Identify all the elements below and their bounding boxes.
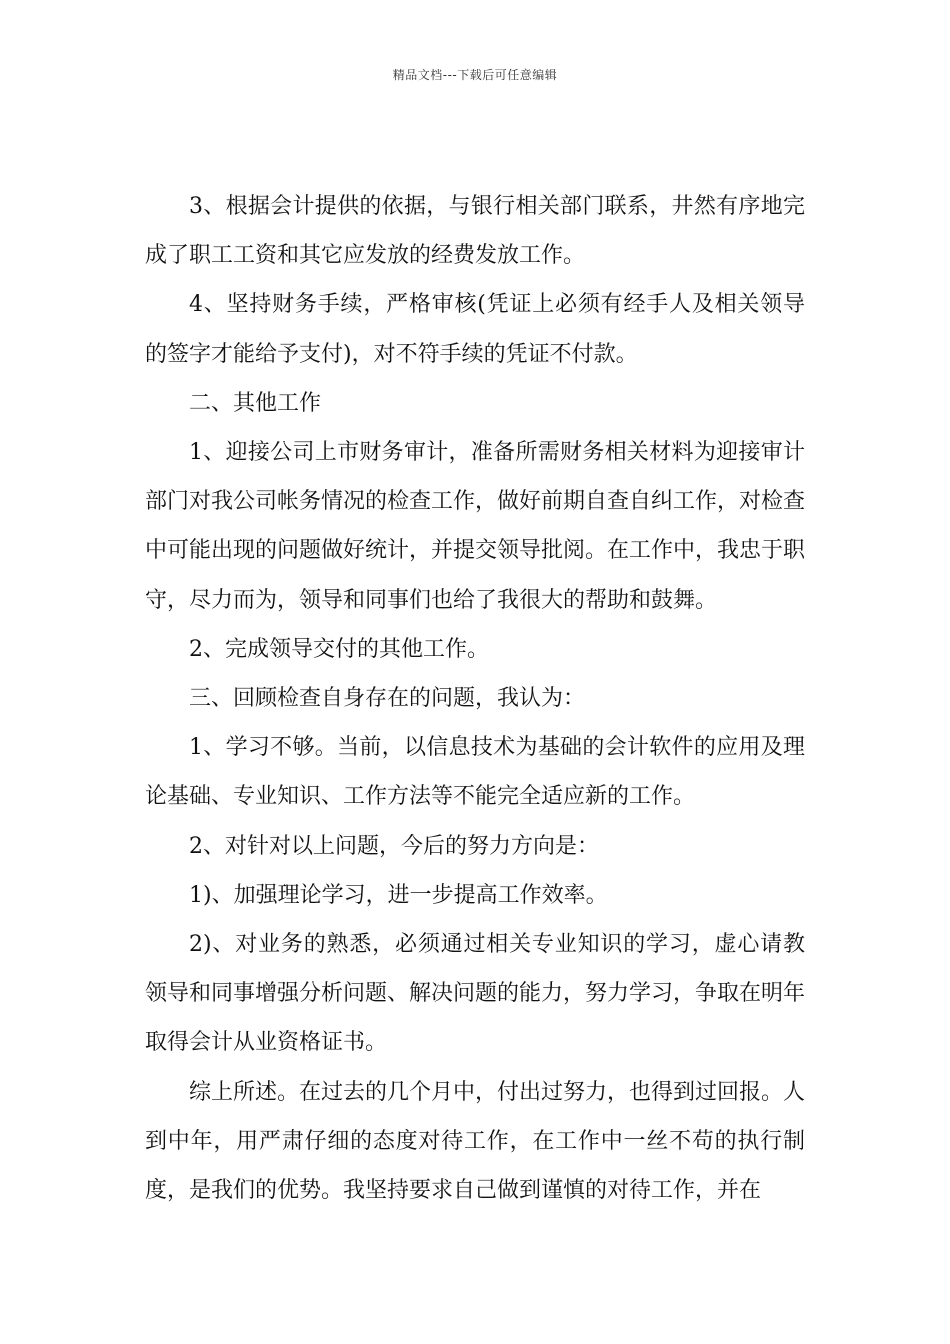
page-header: 精品文档---下载后可任意编辑 [392,68,558,82]
document-body [145,182,805,1215]
paragraph-direction: 2、对针对以上问题，今后的努力方向是： [189,833,599,859]
section-heading-other-work: 二、其他工作 [189,390,322,416]
paragraph-item-4: 4、坚持财务手续，严格审核(凭证上必须有经手人及相关领导的签字才能给予支付)，对不符手续的凭证不付款。 [145,292,805,367]
section-heading-review: 三、回顾检查自身存在的问题，我认为： [189,686,586,712]
paragraph-theory-study: 1)、加强理论学习，进一步提高工作效率。 [189,882,608,908]
paragraph-learning: 1、学习不够。当前，以信息技术为基础的会计软件的应用及理论基础、专业知识、工作方法等不能完全适应新的工作。 [145,735,805,810]
paragraph-other-tasks: 2、完成领导交付的其他工作。 [189,636,489,662]
paragraph-business-familiarity: 2)、对业务的熟悉，必须通过相关专业知识的学习，虚心请教领导和同事增强分析问题、解决问题的能力，努力学习，争取在明年取得会计从业资格证书。 [145,932,806,1056]
paragraph-audit: 1、迎接公司上市财务审计，准备所需财务相关材料为迎接审计部门对我公司帐务情况的检查工作，做好前期自查自纠工作，对检查中可能出现的问题做好统计，并提交领导批阅。在工作中，我忠于职守，尽力而为，领导和同事们也给了我很大的帮助和鼓舞。 [145,440,806,613]
paragraph-summary: 综上所述。在过去的几个月中，付出过努力，也得到过回报。人到中年，用严肃仔细的态度对待工作，在工作中一丝不苟的执行制度，是我们的优势。我坚持要求自己做到谨慎的对待工作，并在 [145,1079,806,1204]
paragraph-item-3: 3、根据会计提供的依据，与银行相关部门联系，井然有序地完成了职工工资和其它应发放的经费发放工作。 [145,194,805,269]
